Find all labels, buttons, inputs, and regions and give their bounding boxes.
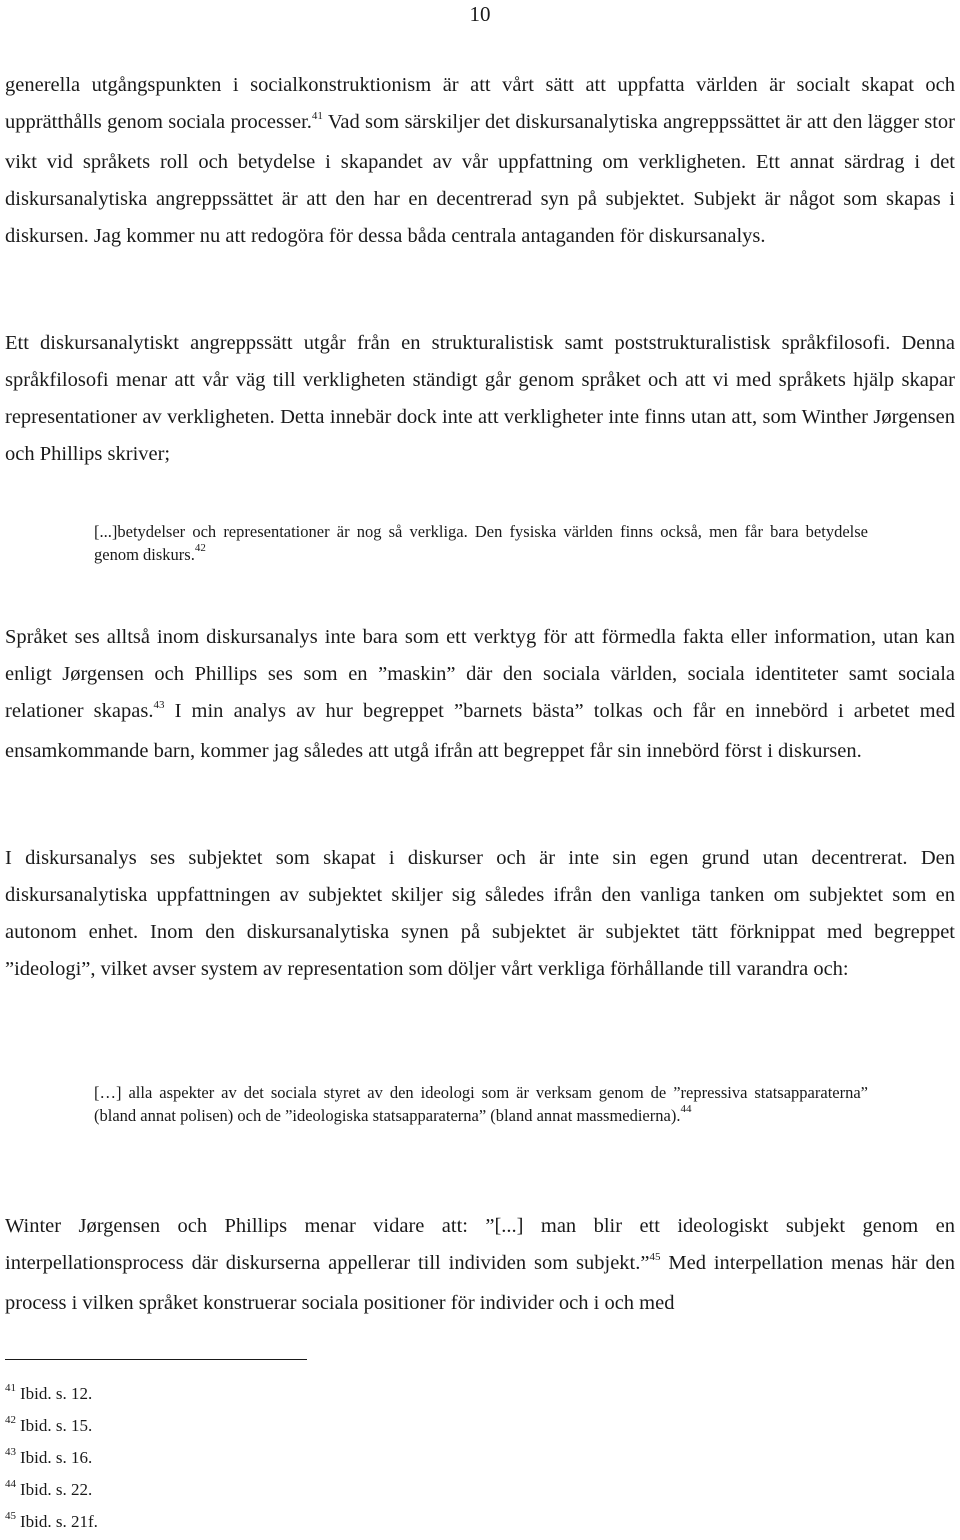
footnote-number: 41	[5, 1382, 16, 1394]
footnote-reference[interactable]: 41	[311, 110, 323, 122]
footnote-separator	[5, 1359, 307, 1360]
text-run: Med interpellation menas här den process i vilken språket konstruerar sociala positioner för individer och i och med	[5, 1252, 955, 1314]
block-quote-1	[94, 520, 868, 569]
footnote-text: Ibid. s. 22.	[20, 1480, 93, 1499]
footnote-text: Ibid. s. 16.	[20, 1448, 93, 1467]
footnote-reference[interactable]: 44	[680, 1103, 692, 1115]
text-run: […] alla aspekter av det sociala styret av den ideologi som är verksam genom de ”repressiva statsapparaterna” (bland annat polisen) och de ”ideologiska statsapparaterna” (bland annat massmedierna).	[94, 1083, 868, 1125]
paragraph-3	[5, 619, 955, 770]
footnote-text: Ibid. s. 21f.	[20, 1512, 98, 1531]
paragraph-1	[5, 67, 955, 255]
footnote-item	[5, 1442, 505, 1474]
paragraph-2	[5, 325, 955, 473]
footnote-text: Ibid. s. 15.	[20, 1416, 93, 1435]
footnote-reference[interactable]: 45	[649, 1251, 661, 1263]
footnote-item	[5, 1474, 505, 1506]
text-run: Ett diskursanalytiskt angreppssätt utgår från en strukturalistisk samt poststrukturalistisk språkfilosofi. Denna språkfilosofi menar att vår väg till verkligheten ständigt går genom språket och att vi med språkets hjälp skapar representationer av verkligheten. Detta innebär dock inte att verkligheter inte finns utan att, som Winther Jørgensen och Phillips skriver;	[5, 332, 955, 465]
text-run: Vad som särskiljer det diskursanalytiska angreppssättet är att den lägger stor vikt vid språkets roll och betydelse i skapandet av vår uppfattning om verkligheten. Ett annat särdrag i det diskursanalytiska angreppssättet är att den har en decentrerad syn på subjektet. Subjekt är något som skapas i diskursen. Jag kommer nu att redogöra för dessa båda centrala antaganden för diskursanalys.	[5, 111, 955, 247]
text-run: Winter Jørgensen och Phillips menar vidare att: ”[...] man blir ett ideologiskt subjekt genom en interpellationsprocess där diskurserna appellerar till individen som subjekt.”	[5, 1215, 955, 1274]
footnote-number: 44	[5, 1478, 16, 1490]
block-quote-2	[94, 1081, 868, 1130]
page-number: 10	[469, 2, 491, 26]
text-run: Språket ses alltså inom diskursanalys inte bara som ett verktyg för att förmedla fakta eller information, utan kan enligt Jørgensen och Phillips ses som en ”maskin” där den sociala världen, sociala identiteter samt sociala relationer skapas.	[5, 626, 955, 722]
footnote-reference[interactable]: 43	[153, 699, 165, 711]
footnote-list	[5, 1378, 505, 1538]
paragraph-5	[5, 1208, 955, 1322]
footnote-text: Ibid. s. 12.	[20, 1384, 93, 1403]
paragraph-4	[5, 840, 955, 988]
text-run: generella utgångspunkten i socialkonstruktionism är att vårt sätt att uppfatta världen är socialt skapat och upprätthålls genom sociala processer.	[5, 74, 955, 133]
footnote-item	[5, 1378, 505, 1410]
footnote-number: 42	[5, 1414, 16, 1426]
text-run: I min analys av hur begreppet ”barnets bästa” tolkas och får en innebörd i arbetet med ensamkommande barn, kommer jag således att utgå ifrån att begreppet får sin innebörd först i diskursen.	[5, 700, 955, 762]
text-run: [...]betydelser och representationer är nog så verkliga. Den fysiska världen finns också, men får bara betydelse genom diskurs.	[94, 522, 868, 564]
footnote-reference[interactable]: 42	[194, 542, 206, 554]
footnote-number: 43	[5, 1446, 16, 1458]
footnote-number: 45	[5, 1510, 16, 1522]
text-run: I diskursanalys ses subjektet som skapat i diskurser och är inte sin egen grund utan decentrerat. Den diskursanalytiska uppfattningen av subjektet skiljer sig således ifrån den vanliga tanken om subjektet som en autonom enhet. Inom den diskursanalytiska synen på subjektet är subjektet tätt förknippat med begreppet ”ideologi”, vilket avser system av representation som döljer vårt verkliga förhållande till varandra och:	[5, 847, 955, 980]
footnote-item	[5, 1506, 505, 1538]
footnote-item	[5, 1410, 505, 1442]
